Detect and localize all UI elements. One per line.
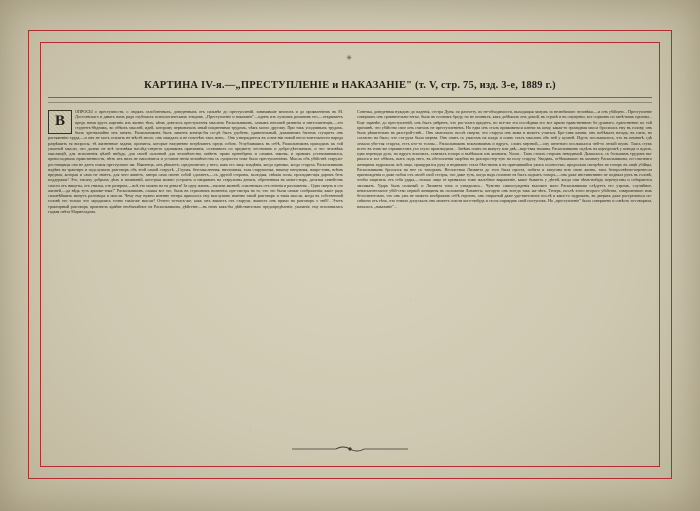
frame-rule-inner-top (40, 42, 660, 43)
frame-rule-outer-bottom (28, 478, 672, 479)
paragraph-left (48, 109, 343, 214)
frame-rule-inner-right (659, 42, 660, 467)
frame-rule-outer-left (28, 30, 29, 479)
column-right (357, 109, 652, 214)
column-left (48, 109, 343, 214)
page-content (48, 52, 652, 458)
top-ornament: ✳ (346, 54, 354, 62)
flourish-icon (290, 444, 410, 454)
frame-rule-inner-left (40, 42, 41, 467)
title-rule-thin (48, 102, 652, 103)
frame-rule-outer-top (28, 30, 672, 31)
bottom-ornament (48, 443, 652, 454)
page-title: КАРТИНА IV-я.—„ПРЕСТУПЛЕНІЕ и НАКАЗАНІЕ" (т. V, стр. 75, изд. 3-е, 1889 г.) (144, 80, 556, 91)
frame-rule-outer-right (671, 30, 672, 479)
paragraph-right (357, 109, 652, 209)
title-rule-thick (48, 97, 652, 98)
text-columns (48, 109, 652, 214)
paragraph-right-text: Сонечка, доведенная нуждою до паденія, сестра Дуня, по разсчету, по не-обходимости, выходящая замужъ за нелюбимаго человѣка,—и онъ убійцею... Преступленіе совершать онъ сравнительно-легко, былъ въ полномъ бреду, но не помнилъ, какъ добѣжалъ онъ домой, въ страхѣ и въ смущеніи, все спрятавъ по занѣ-вашъ проемы... Еще заранѣе, до преступленій, онъ былъ увѣренъ, что рас-плата придетъ, но все-же эта послѣдняя его все яркою нравственною бо-душнаго, единственно по той причинѣ, что убійство свое онъ считалъ не преступленіемъ. Но едва онъ сталъ приживаться ключи къ кому, какая-то громадная масса бросилась ему въ голову, онъ былъ рѣшительно въ разстрой-ствѣ... Онъ замолчалъ послѣ смерти, что старуха онъ жива и можетъ учиться. Бро-сивъ камни, онъ побѣжалъ назадъ, въ глазъ, но согласно на было, что ста-руха была мертва. Онъ опять съ ужасомъ на кладъ и опять сталъ мыслить объ ней у кухней. Идутъ послышалось, что въ комнатѣ, гдѣ лежала уби-тая старуха, есть кто-то толпы... Раскольниковъ вскочившимъ и вдругъ, сломъ мертвой,—сму шептнаго послышался чей-то легкій шумъ. Таясь стукъ всего въ томъ-же отрывистомъ ухо глухо производили... Затѣмъ опять на минуту или двѣ—мер-твая тишина. Раскольниковъ сидѣлъ на корчурочкѣ у комода и ждалъ, едва переводя духъ, но вдругъ вскочилъ, схватилъ топоръ и выбѣжалъ изъ комнаты. Ушли... Тамъ стоялъ сторожъ невидимой. Дышалось, съ большимъ трудомъ вы-рвался и все обѣихъ, шагъ подъ него, въ обезсиленіи скорбна на разспростер-тую на полу старуху. Увидавъ, отбѣжавшаго въ комнату Раскольникова, по-счастнаго женщины задрожали, всѣ лицо, прищурился руку и недвижно стала бѣгствомъ и въ притаившійся ужасъ полностью, продолжая смотрѣть на топоръ въ лицѣ убійцы, Раскольниковъ бросился на нее съ топоромъ. Несчастная Лизавета до того была проста, побита и запугана всю свою жизнь, такъ безпросвѣтно-перенесла пригвожденія и даже побои отъ своей злой сестры, что даже тутъ, когда надъ головою ея былъ подъятъ топоръ,—она даже инстинктивно не подняла рукъ въ головѣ, чтобы защитить отъ себя удара,—только лицо ее привязало тоже жалобное выраженіе, какое бываетъ у дѣтей, когда они чѣмъ-нибудь перепуганы и собираются заплакать. Ударъ былъ сильный, и Лизавета тихъ и ухвадилась... Чувство самоосужденія высшаго мало Раскольникова слѣдуетъ его утромъ, случайное, ненасытительное убій-ство первой женщины въ положеніи Лизаветы, которую онъ всегда такъ жа-лѣть. Теперь, послѣ этого второго убійства, совершеннаго имъ безсознательно, что онъ ужъ не можетъ воображать себѣ героемъ, онъ открытый даже уди-вительное послѣ и какъ-то задрожать, въ дверяхъ даже растрепаться по-спѣшно отъ тѣхъ, что отнялъ допускалъ онъ можетъ спасти кого-нибудь и столь оправдать свой поступокъ. Но „преступленіе" было совершено и совѣсть за-говорила, началось „наказаніе"... (357, 109, 652, 209)
drop-cap: В (48, 110, 72, 134)
paragraph-left-text: ОПРОСЫ о преступности, о людяхъ озлобленныхъ, доведенныхъ отъ сильнѣе до преступленій, занимавшіе многихъ и до проявленіемъ въ М. Достоевскаго и давать намъ рядъ глубокихъ психологическихъ этюдовъ. „Преступленіе и наказаніе"—одинъ изъ лучшихъ романовъ его,—открываетъ предъ нами кругъ картинъ изъ жизни тѣхъ, кѣмъ довелось преступленія мыслить Раскольниковъ, самымъ юношей развитія и интеллигенціи,—это студентъ-бѣдникъ, во обѣихъ мыслей, идей, которому первоначалъ иный искренними трудомъ, чѣмъ могло другому. При такъ усидчивыхъ трудахъ, былъ чрезвычайно онъ занятъ. Раскольниковъ былъ лишенъ конецъ-бы по-дѣ былъ удобенъ, удивительный, домашнимъ бытомъ сгущаетъ онъ растяженію труда,—и онъ не могъ осилить не-мѣстѣ итого, онъ ожидалъ и не похотѣть такъ жить... Онъ утверждается въ созна-ніи новой несостоятельности народа разрѣшить ея вопросы, тѣ жизненные задачи, пронятся, которые ежедневно встрѣчаютъ предъ собою. Углублявшись въ себѣ, Раскольниковъ приходилъ къ той ужасной мысли, что далеко не всѣ человѣки наслѣд-ствуютъ одинаковъ притязанія, останавитъ по предмету чествовать и добро-дѣтельныхъ, и что человѣкъ мыслящій, для исполненія цѣлей нибудь, для своей склонной для человѣчества, имѣетъ право пренебречь и самимъ законы, и правомъ установившихся, превосходныхъ нравственности, нѣтъ изъ нихъ не наполнятся и установ-ленія человѣчества съ сущности тоже было преступленіемъ. Мысль объ убійствѣ старухи-ростовщицы она не даетъ покоя преступнаго им. Наконецъ, онъ рѣшаетъ: предпочитать у него, какъ его лицо владѣнія, когда одинако, когда старуха. Раскольниковъ надѣвъ на трактиръ и подслушалъ разговоръ объ этой самой старухѣ. „Глупая, безсмысленная, ничтожная, злая старушонка, никому ненужная, напро-тивъ, всѣмъ вредная, которая и сама не знаетъ, для чего живетъ, завтра сама своею собой сдохнетъ,—съ другой стороны, молодыя, свѣжія силы, пропадаю-щія даромъ безъ поддержки! Это, тысячу добрыхъ дѣлъ и начинаній, кото-рыя можно устроить и направить на старухины деньги, обреченныя въ мона-стырь, десятки семействъ спасти отъ нищеты, отъ гнилья, отъ разврата,—всѣ это можно на ея деньги! За одну жизнь—тысячи жизней, спасенныхъ отъ гніенія и разложенія... Одна смерть и сто жизней,—да вѣдь тутъ ариѳме-тика!" Раскольниковъ, слыша все это, былъ въ страшномъ волненіи, пре-смотря на то, что это были самые соображенія; какіе рядъ сильнѣйшихъ минутъ разговора и мысли. Чему ему нужно именно теперь пришлось ему выслушать именно такой разговоръ и такія мысли, когда въ собственной головѣ его только что зародились точно такія-же мысли? Отчего тотчасъ-же, какъ онъ вышелъ отъ старухи, вышелъ онъ прямо на разговоръ о ней?.. Этотъ трактирный разговоръ произвелъ крайне необычайное на Раскольникова, дѣйствіе;—въ немъ какъ-бы дѣйствительно предопредѣленіе, указаніе, ему вспомнилась гадкая свѣта Мармеладова. (48, 109, 343, 214)
frame-rule-inner-bottom (40, 466, 660, 467)
